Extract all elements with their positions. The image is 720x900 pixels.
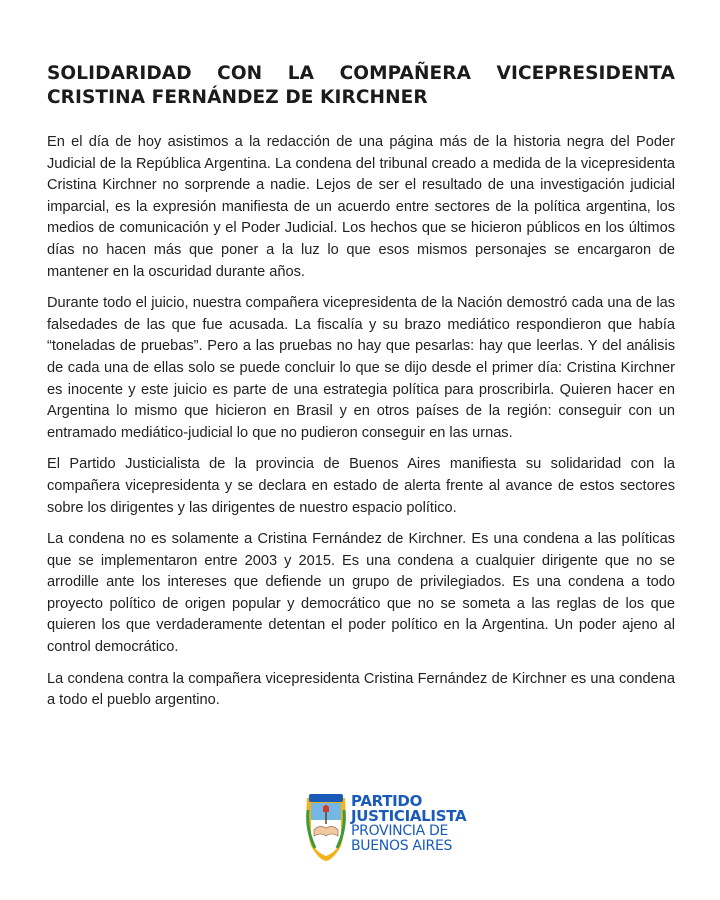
paragraph: En el día de hoy asistimos a la redacción de una página más de la historia negra del Poder Judicial de la República Argentina. La condena del tribunal creado a medida de la vicepresidenta Cristina Kirchner no sorprende a nadie. Lejos de ser el resultado de una investigación judicial imparcial, es la expresión manifiesta de un acuerdo entre sectores de la política argentina, los medios de comunicación y el Poder Judicial. Los hechos que se hicieron públicos en los últimos días no hacen más que poner a la luz lo que esos mismos personajes se encargaron de mantener en la oscuridad durante años. bbox=[47, 134, 675, 280]
document bbox=[47, 62, 675, 722]
party-logo bbox=[301, 790, 491, 862]
paragraph: La condena contra la compañera vicepresidenta Cristina Fernández de Kirchner es una condena a todo el pueblo argentino. bbox=[47, 670, 675, 709]
title-line-1: SOLIDARIDAD CON LA COMPAÑERA VICEPRESIDENTA bbox=[47, 63, 675, 84]
logo-line-buenos-aires: BUENOS AIRES bbox=[351, 838, 453, 854]
paragraph: Durante todo el juicio, nuestra compañera vicepresidenta de la Nación demostró cada una de las falsedades de las que fue acusada. La fiscalía y su brazo mediático respondieron que había “toneladas de pruebas”. Pero a las pruebas no hay que pesarlas: hay que leerlas. Y del análisis de cada una de ellas solo se puede concluir lo que se dijo desde el primer día: Cristina Kirchner es inocente y este juicio es parte de una estrategia política para proscribirla. Quieren hacer en Argentina lo mismo que hicieron en Brasil y en otros países de la región: conseguir con un entramado mediático-judicial lo que no pudieron conseguir en las urnas. bbox=[47, 295, 675, 441]
document-body bbox=[47, 132, 675, 712]
logo-line-provincia: PROVINCIA DE bbox=[351, 823, 449, 839]
party-logo-text bbox=[351, 794, 491, 854]
document-title bbox=[47, 62, 675, 110]
logo-line-justicialista: JUSTICIALISTA bbox=[351, 807, 467, 825]
logo-line-partido: PARTIDO bbox=[351, 792, 423, 810]
title-line-2: CRISTINA FERNÁNDEZ DE KIRCHNER bbox=[47, 87, 428, 108]
party-emblem-icon bbox=[301, 790, 351, 862]
paragraph: La condena no es solamente a Cristina Fernández de Kirchner. Es una condena a las políticas que se implementaron entre 2003 y 2015. Es una condena a cualquier dirigente que no se arrodille ante los intereses que defiende un grupo de privilegiados. Es una condena a todo proyecto político de origen popular y democrático que no se someta a las reglas de los que quieren los que verdaderamente detentan el poder político en la Argentina. Un poder ajeno al control democrático. bbox=[47, 531, 675, 656]
paragraph: El Partido Justicialista de la provincia de Buenos Aires manifiesta su solidaridad con la compañera vicepresidenta y se declara en estado de alerta frente al avance de estos sectores sobre los dirigentes y las dirigentes de nuestro espacio político. bbox=[47, 456, 675, 516]
